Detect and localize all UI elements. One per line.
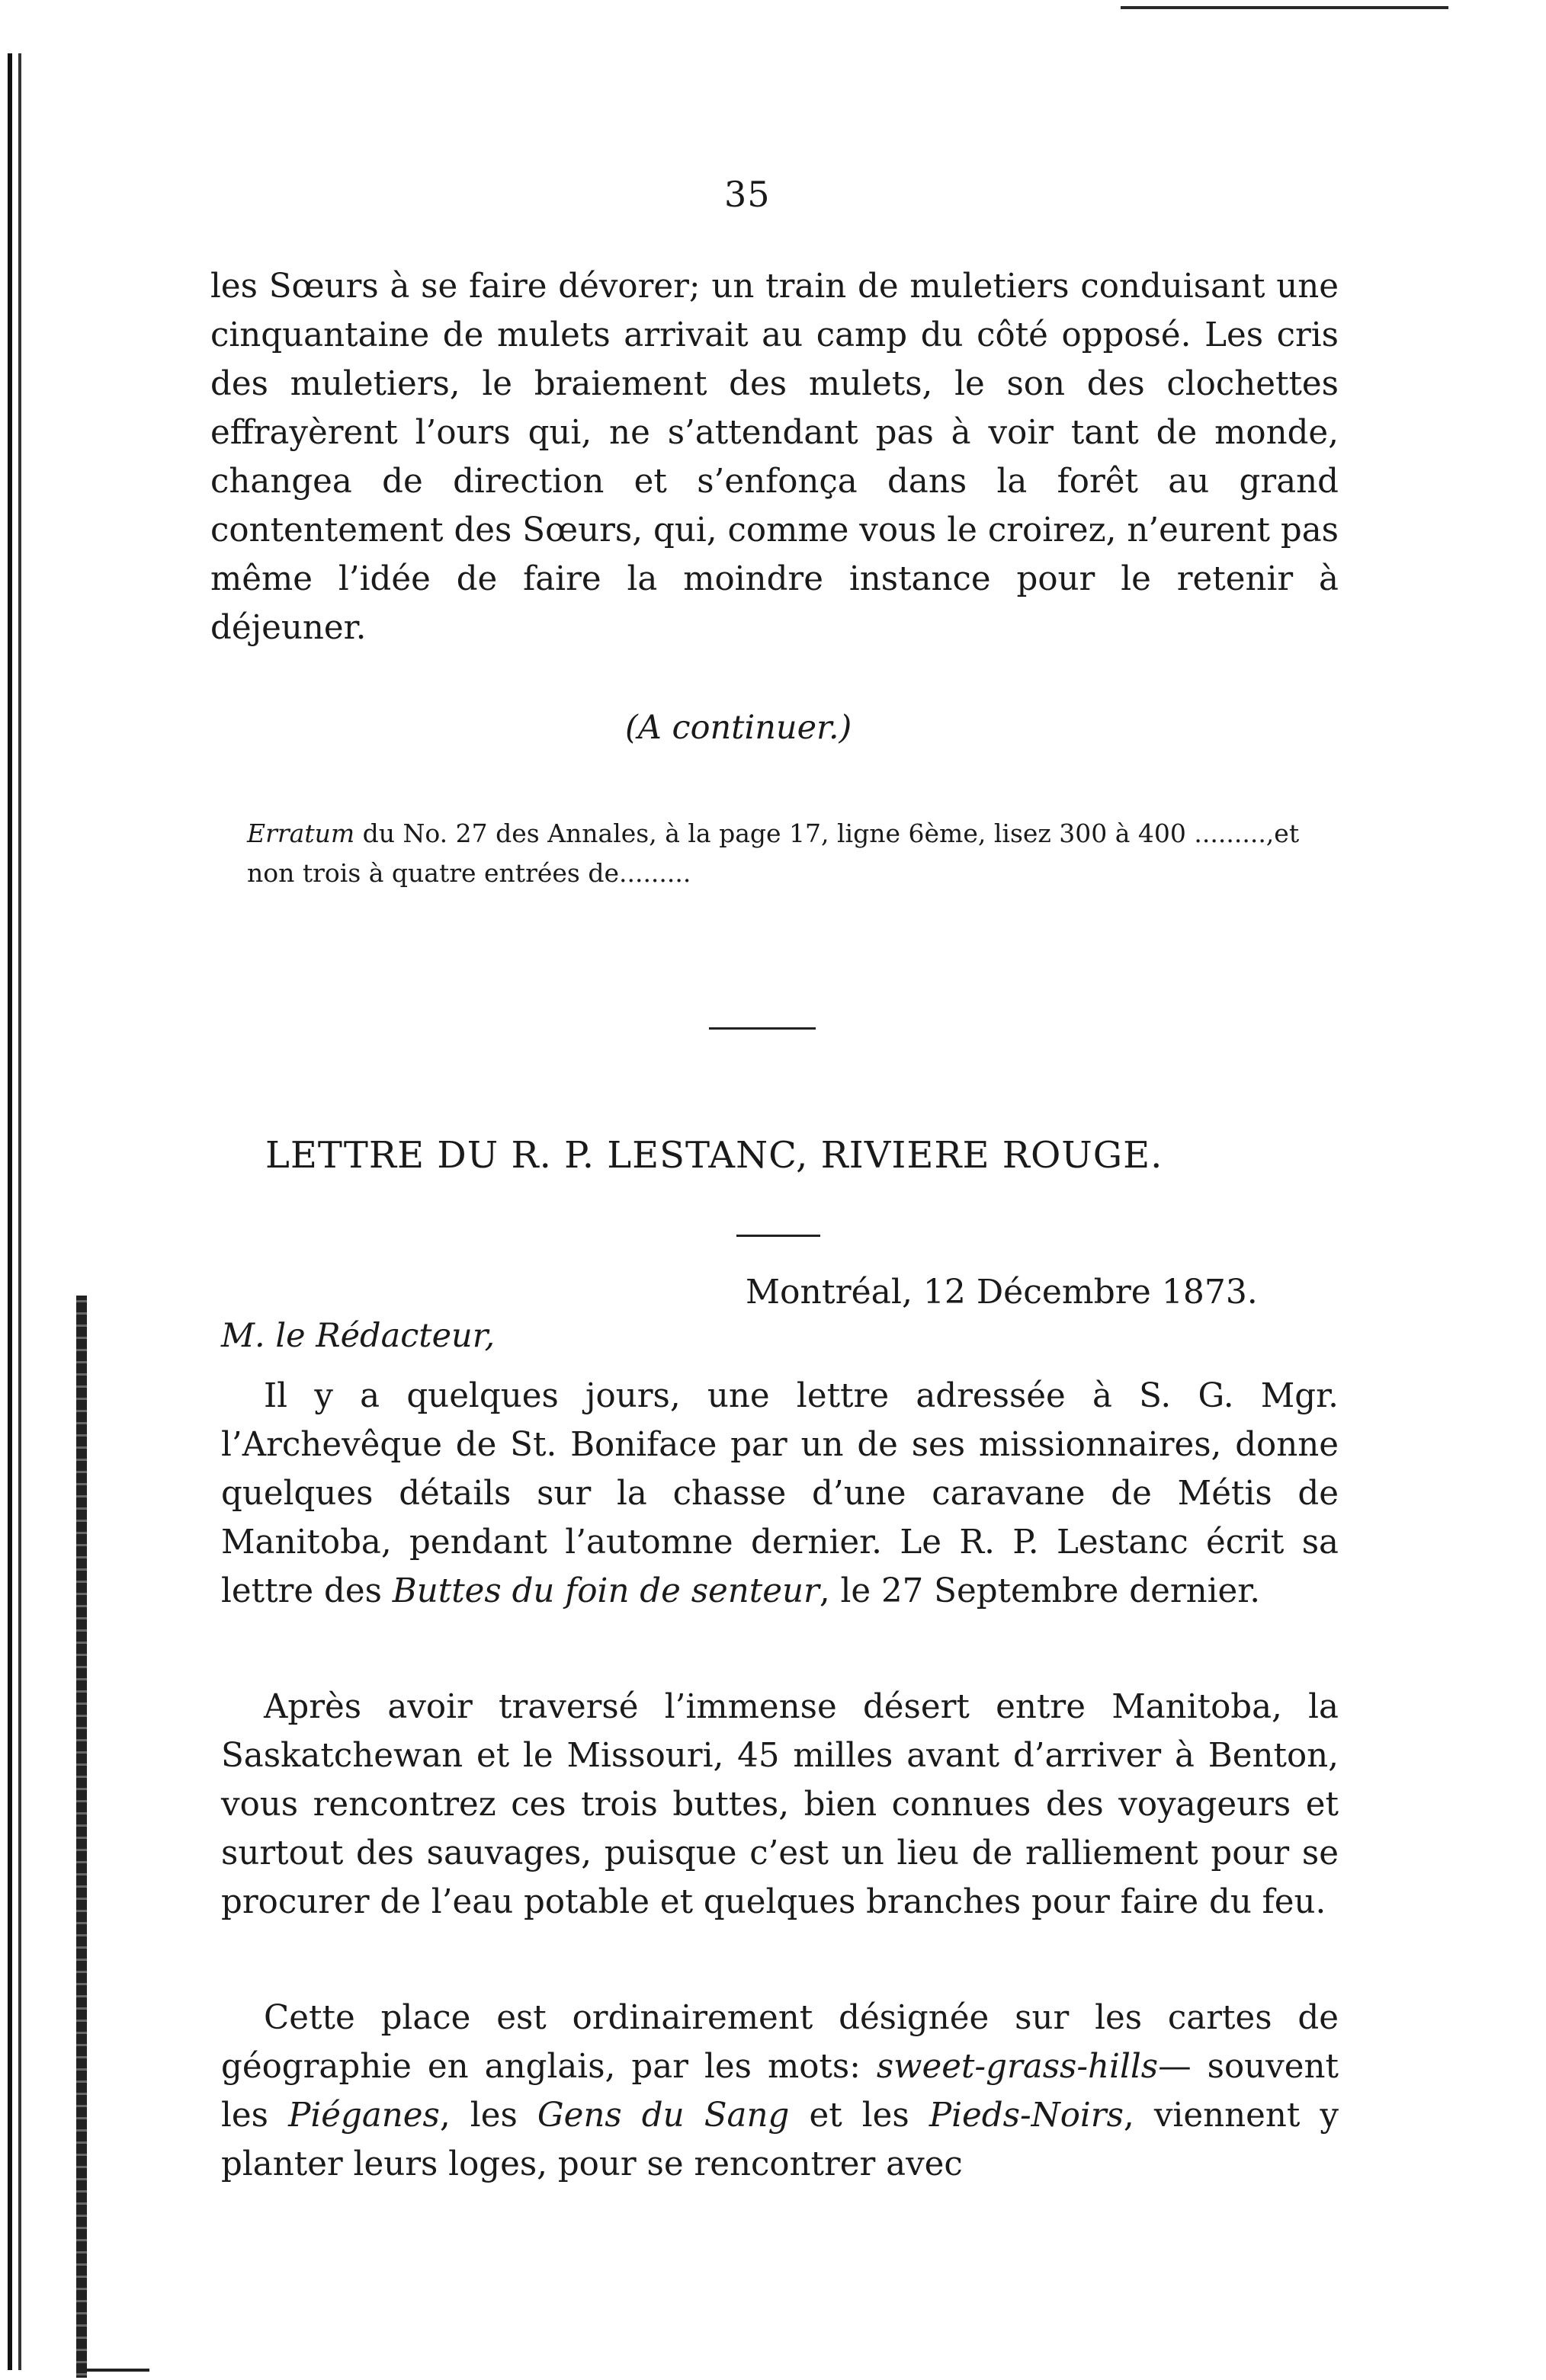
- letter-paragraph-3-text-a: Cette place est ordinairement désignée sur les cartes de géographie en anglais, par les mots:: [221, 1999, 1339, 2086]
- section-divider: [709, 1027, 816, 1030]
- article-end-paragraph: les Sœurs à se faire dévorer; un train de muletiers conduisant une cinquantaine de mulets arrivait au camp du côté opposé. Les cris des muletiers, le braiement des mulets, le son des clochettes effrayèrent l’ours qui, ne s’attendant pas à voir tant de monde, changea de direction et s’enfonça dans la forêt au grand contentement des Sœurs, qui, comme vous le croirez, n’eurent pas même l’idée de faire la moindre instance pour le retenir à déjeuner.: [210, 267, 1339, 647]
- letter-paragraph-3: [221, 1994, 1339, 2189]
- letter-paragraph-3-tribe-1: Piéganes: [288, 2097, 440, 2135]
- letter-paragraph-3-tribe-3: Pieds-Noirs: [929, 2097, 1124, 2135]
- letter-paragraph-3-english-name: sweet-grass-hills: [876, 2048, 1159, 2086]
- letter-title: LETTRE DU R. P. LESTANC, RIVIERE ROUGE.: [265, 1134, 1163, 1177]
- letter-paragraph-3-text-e: , viennent y planter leurs loges, pour se rencontrer avec: [221, 2097, 1339, 2183]
- letter-paragraph-3-text-c: , les: [439, 2097, 537, 2135]
- book-spine-foot: [76, 2369, 149, 2372]
- book-spine-shadow: [8, 53, 35, 2370]
- continuation-note: (A continuer.): [625, 709, 852, 747]
- letter-salutation: M. le Rédacteur,: [221, 1317, 496, 1355]
- title-divider: [736, 1235, 820, 1237]
- erratum-text: du No. 27 des Annales, à la page 17, ligne 6ème, lisez 300 à 400 .........,et non trois à quatre entrées de.........: [247, 818, 1300, 888]
- top-edge-rule: [1121, 6, 1448, 9]
- book-spine-shadow-lower: [76, 1296, 87, 2378]
- letter-paragraph-1-place: Buttes du foin de senteur: [392, 1572, 820, 1610]
- letter-paragraph-3-text-b: — souvent les: [221, 2048, 1339, 2135]
- letter-dateline: Montréal, 12 Décembre 1873.: [746, 1273, 1258, 1312]
- letter-paragraph-1-text-b: , le 27 Septembre dernier.: [819, 1572, 1261, 1610]
- page-number: 35: [724, 174, 771, 215]
- erratum-note: [247, 814, 1337, 893]
- letter-paragraph-1: [221, 1372, 1339, 1616]
- letter-paragraph-1-text-a: Il y a quelques jours, une lettre adressée à S. G. Mgr. l’Archevêque de St. Boniface par un de ses missionnaires, donne quelques détails sur la chasse d’une caravane de Métis de Manitoba, pendant l’automne dernier. Le R. P. Lestanc écrit sa lettre des: [221, 1377, 1339, 1610]
- letter-paragraph-3-tribe-2: Gens du Sang: [537, 2097, 790, 2135]
- letter-paragraph-3-text-d: et les: [789, 2097, 929, 2135]
- letter-paragraph-2: Après avoir traversé l’immense désert entre Manitoba, la Saskatchewan et le Missouri, 45 milles avant d’arriver à Benton, vous rencontrez ces trois buttes, bien connues des voyageurs et surtout des sauvages, puisque c’est un lieu de ralliement pour se procurer de l’eau potable et quelques branches pour faire du feu.: [221, 1688, 1339, 1921]
- erratum-label: Erratum: [247, 818, 355, 848]
